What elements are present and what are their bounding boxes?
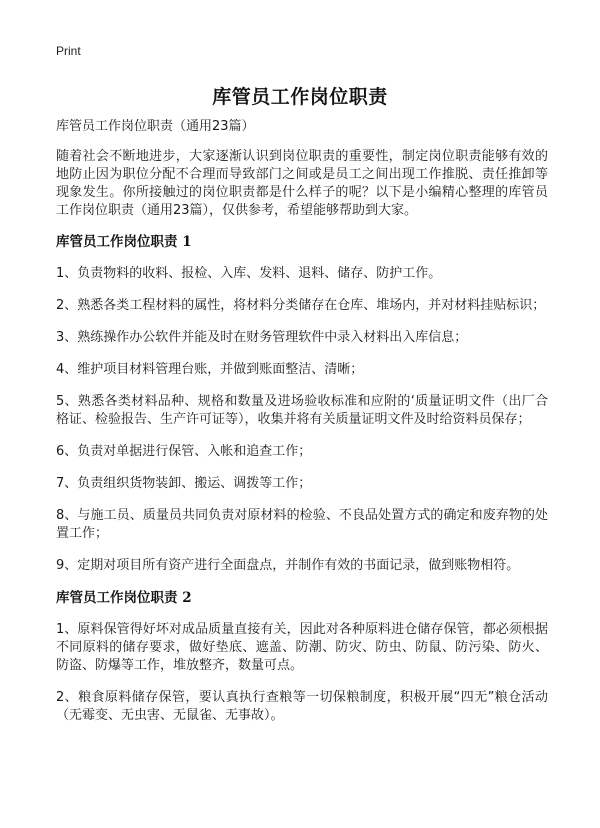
list-item: 1、原料保管得好坏对成品质量直接有关，因此对各种原料进仓储存保管，都必须根据不同原料的储存要求，做好垫底、遮盖、防潮、防灾、防虫、防鼠、防污染、防火、防盗、防爆等工作，堆放整齐，数量可点。 bbox=[56, 622, 548, 673]
list-item: 4、维护项目材料管理台账，并做到账面整洁、清晰； bbox=[56, 362, 364, 377]
list-item: 3、熟练操作办公软件并能及时在财务管理软件中录入材料出入库信息； bbox=[56, 330, 468, 345]
list-item: 2、熟悉各类工程材料的属性，将材料分类储存在仓库、堆场内，并对材料挂贴标识； bbox=[56, 298, 546, 313]
section-heading: 库管员工作岗位职责 2 bbox=[56, 590, 192, 606]
document-subtitle: 库管员工作岗位职责（通用23篇） bbox=[56, 119, 255, 134]
section-heading: 库管员工作岗位职责 1 bbox=[56, 234, 192, 250]
section-1 bbox=[56, 233, 548, 575]
list-item: 5、熟悉各类材料品种、规格和数量及进场验收标准和应附的‘质量证明文件（出厂合格证、检验报告、生产许可证等），收集并将有关质量证明文件及时给资料员保存； bbox=[56, 394, 548, 427]
intro-paragraph: 随着社会不断地进步，大家逐渐认识到岗位职责的重要性，制定岗位职责能够有效的地防止因为职位分配不合理而导致部门之间或是员工之间出现工作推脱、责任推卸等现象发生。你所接触过的岗位职责都是什么样子的呢？以下是小编精心整理的库管员工作岗位职责（通用23篇），仅供参考，希望能够帮助到大家。 bbox=[56, 149, 548, 218]
list-item: 1、负责物料的收料、报检、入库、发料、退料、储存、防护工作。 bbox=[56, 266, 442, 281]
list-item: 9、定期对项目所有资产进行全面盘点，并制作有效的书面记录，做到账物相符。 bbox=[56, 558, 520, 573]
print-label: Print bbox=[56, 44, 81, 58]
document-body bbox=[56, 118, 548, 739]
list-item: 2、粮食原料储存保管，要认真执行查粮等一切保粮制度，积极开展“四无”粮仓活动（无霉变、无虫害、无鼠雀、无事故）。 bbox=[56, 690, 548, 723]
list-item: 8、与施工员、质量员共同负责对原材料的检验、不良品处置方式的确定和废弃物的处置工作； bbox=[56, 508, 548, 541]
list-item: 6、负责对单据进行保管、入帐和追查工作； bbox=[56, 444, 312, 459]
section-2 bbox=[56, 589, 548, 725]
document-title: 库管员工作岗位职责 bbox=[212, 86, 388, 108]
list-item: 7、负责组织货物装卸、搬运、调拨等工作； bbox=[56, 476, 312, 491]
